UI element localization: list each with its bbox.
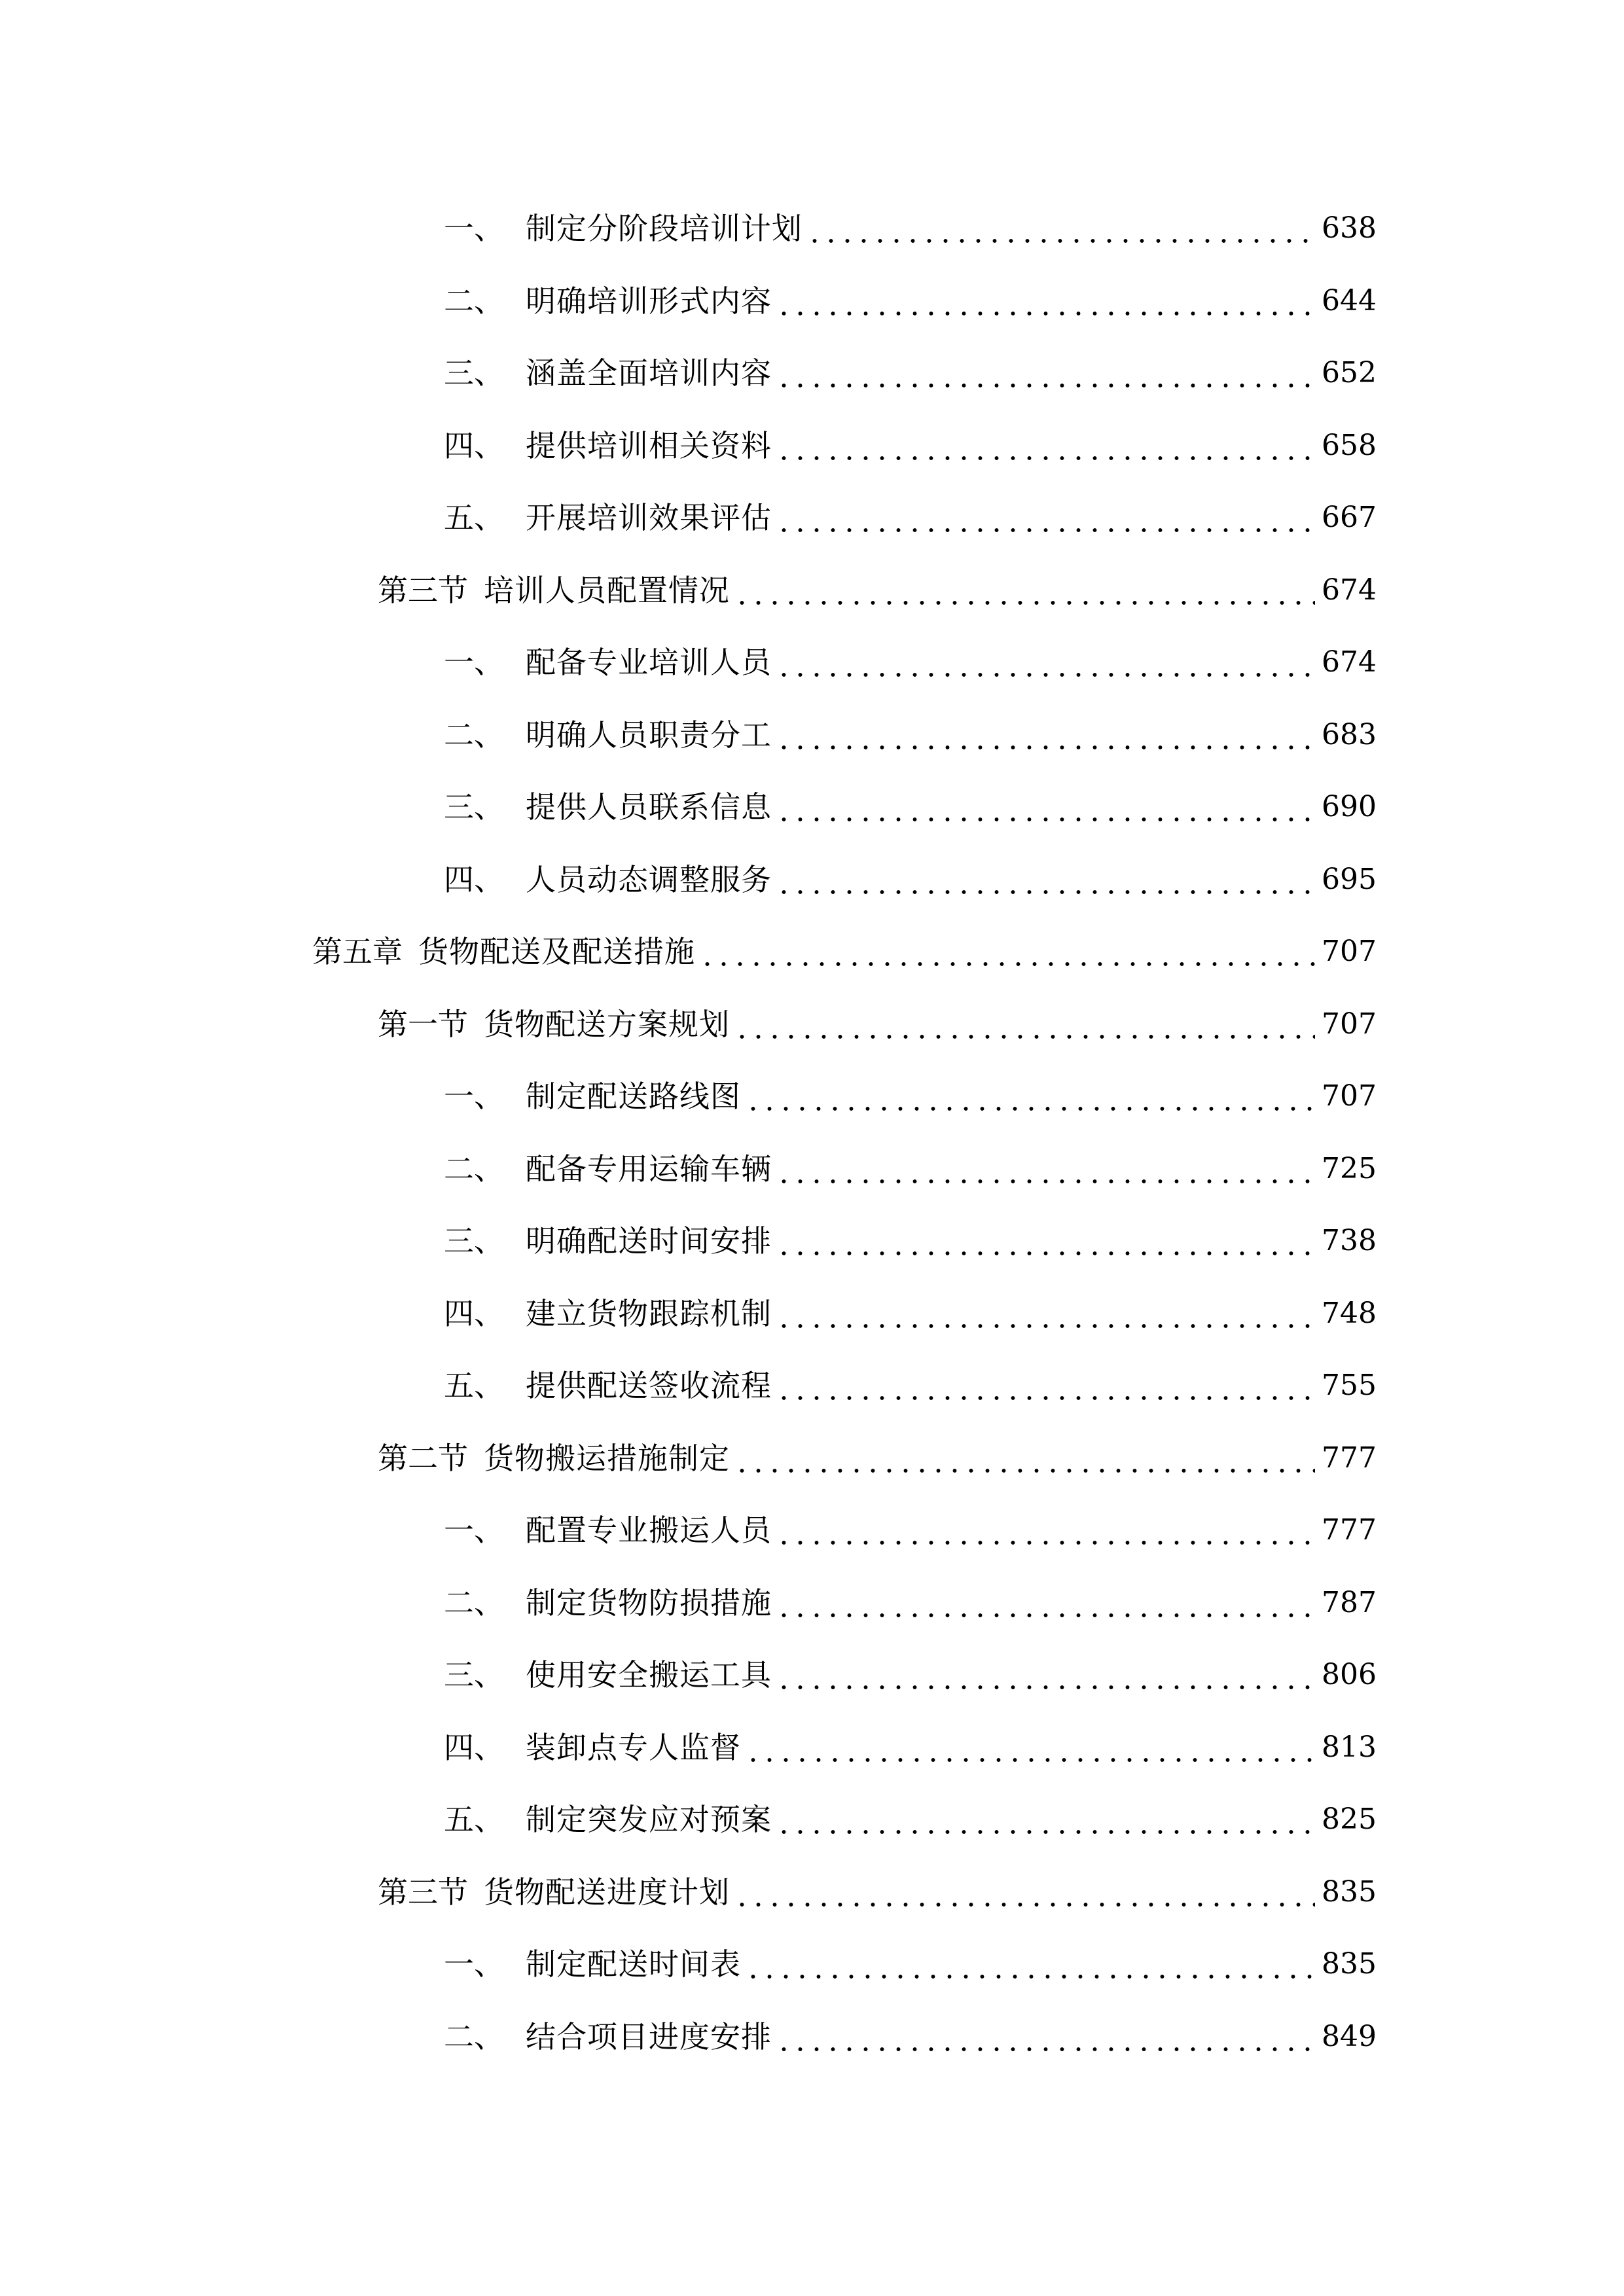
dot-leader [734, 1877, 1315, 1907]
toc-entry-title: 货物配送及配送措施 [418, 934, 695, 970]
toc-entry-number: 第一节 [378, 1006, 468, 1042]
dot-leader [776, 647, 1315, 677]
toc-entry-number: 二、 [444, 1151, 504, 1187]
toc-entry-number: 三、 [444, 1657, 504, 1693]
toc-entry[interactable] [0, 1494, 1624, 1567]
toc-entry[interactable] [0, 1784, 1624, 1856]
toc-entry-number: 四、 [444, 427, 504, 463]
toc-entry-title: 制定配送时间表 [526, 1946, 741, 1982]
toc-entry-title: 明确培训形式内容 [526, 283, 772, 319]
toc-entry[interactable] [0, 1278, 1624, 1350]
toc-entry-title: 货物配送进度计划 [484, 1874, 730, 1910]
toc-entry-number: 四、 [444, 1295, 504, 1331]
toc-entry-page: 683 [1322, 717, 1377, 751]
dot-leader [734, 575, 1315, 605]
toc-entry-page: 777 [1322, 1513, 1377, 1547]
toc-entry-page: 725 [1322, 1151, 1377, 1185]
toc-entry-page: 825 [1322, 1803, 1377, 1837]
toc-entry-number: 三、 [444, 789, 504, 825]
toc-entry-page: 652 [1322, 356, 1377, 390]
toc-entry-title: 开展培训效果评估 [526, 500, 772, 536]
dot-leader [745, 1732, 1315, 1763]
toc-entry[interactable] [0, 482, 1624, 554]
toc-entry-number: 一、 [444, 1079, 504, 1115]
dot-leader [776, 1226, 1315, 1256]
toc-entry-title: 配备专用运输车辆 [526, 1151, 772, 1187]
toc-entry-number: 五、 [444, 1368, 504, 1404]
toc-entry[interactable] [0, 192, 1624, 265]
toc-entry-page: 835 [1322, 1874, 1377, 1909]
toc-entry-number: 一、 [444, 211, 504, 247]
toc-entry-page: 835 [1322, 1947, 1377, 1981]
toc-entry-page: 813 [1322, 1730, 1377, 1764]
dot-leader [745, 1081, 1315, 1111]
dot-leader [776, 1299, 1315, 1329]
toc-entry-page: 755 [1322, 1369, 1377, 1403]
toc-entry-title: 提供培训相关资料 [526, 427, 772, 463]
dot-leader [734, 1009, 1315, 1039]
toc-entry-title: 提供配送签收流程 [526, 1368, 772, 1404]
toc-entry-title: 明确人员职责分工 [526, 717, 772, 753]
table-of-contents [0, 192, 1624, 2073]
toc-entry[interactable] [0, 1133, 1624, 1206]
dot-leader [776, 1660, 1315, 1690]
toc-entry[interactable] [0, 699, 1624, 772]
dot-leader [776, 2022, 1315, 2052]
toc-entry[interactable] [0, 1567, 1624, 1640]
toc-entry-number: 第五章 [312, 934, 403, 970]
dot-leader [776, 286, 1315, 316]
toc-entry-title: 涵盖全面培训内容 [526, 355, 772, 391]
toc-entry-title: 结合项目进度安排 [526, 2018, 772, 2054]
toc-entry[interactable] [0, 1060, 1624, 1133]
toc-entry-page: 707 [1322, 1079, 1377, 1113]
toc-entry-number: 四、 [444, 861, 504, 897]
toc-entry-page: 695 [1322, 862, 1377, 896]
toc-entry-title: 制定突发应对预案 [526, 1802, 772, 1838]
toc-entry-title: 制定配送路线图 [526, 1079, 741, 1115]
toc-entry-title: 货物配送方案规划 [484, 1006, 730, 1042]
dot-leader [745, 1949, 1315, 1979]
toc-entry-number: 第三节 [378, 1874, 468, 1910]
toc-entry-title: 提供人员联系信息 [526, 789, 772, 825]
toc-entry-page: 707 [1322, 1007, 1377, 1041]
dot-leader [776, 1588, 1315, 1618]
toc-entry[interactable] [0, 626, 1624, 699]
toc-entry-number: 二、 [444, 2018, 504, 2054]
toc-entry-number: 一、 [444, 645, 504, 681]
toc-entry-page: 777 [1322, 1441, 1377, 1475]
toc-entry-number: 一、 [444, 1946, 504, 1982]
toc-entry[interactable] [0, 771, 1624, 844]
dot-leader [776, 720, 1315, 750]
toc-entry-page: 787 [1322, 1585, 1377, 1619]
toc-entry-number: 第二节 [378, 1440, 468, 1476]
toc-entry-page: 644 [1322, 283, 1377, 317]
dot-leader [734, 1443, 1315, 1473]
dot-leader [776, 1804, 1315, 1835]
toc-entry[interactable] [0, 844, 1624, 916]
toc-entry-number: 二、 [444, 1585, 504, 1621]
dot-leader [699, 937, 1315, 967]
toc-entry[interactable] [0, 1205, 1624, 1278]
toc-section-entry[interactable] [0, 1422, 1624, 1495]
toc-entry-page: 674 [1322, 573, 1377, 607]
toc-entry-page: 707 [1322, 935, 1377, 969]
toc-entry-title: 培训人员配置情况 [484, 572, 730, 608]
toc-entry-number: 四、 [444, 1729, 504, 1765]
toc-entry-page: 748 [1322, 1296, 1377, 1330]
toc-entry[interactable] [0, 265, 1624, 338]
toc-entry-page: 658 [1322, 428, 1377, 462]
toc-entry-number: 三、 [444, 1223, 504, 1259]
toc-entry-page: 674 [1322, 645, 1377, 679]
toc-entry-number: 第三节 [378, 572, 468, 608]
toc-entry-page: 638 [1322, 211, 1377, 245]
toc-entry-page: 690 [1322, 790, 1377, 824]
toc-entry-page: 806 [1322, 1658, 1377, 1692]
toc-section-entry[interactable] [0, 988, 1624, 1061]
toc-entry-title: 人员动态调整服务 [526, 861, 772, 897]
toc-entry[interactable] [0, 337, 1624, 410]
toc-entry[interactable] [0, 2001, 1624, 2073]
dot-leader [776, 503, 1315, 533]
dot-leader [776, 358, 1315, 388]
toc-section-entry[interactable] [0, 554, 1624, 627]
dot-leader [776, 1515, 1315, 1545]
toc-entry[interactable] [0, 1350, 1624, 1422]
toc-entry-number: 一、 [444, 1513, 504, 1549]
toc-chapter-entry[interactable] [0, 916, 1624, 988]
toc-entry[interactable] [0, 1928, 1624, 2001]
dot-leader [776, 1371, 1315, 1401]
toc-entry-page: 849 [1322, 2019, 1377, 2053]
dot-leader [776, 792, 1315, 822]
dot-leader [806, 213, 1315, 243]
toc-entry[interactable] [0, 1712, 1624, 1784]
toc-entry-page: 738 [1322, 1224, 1377, 1258]
toc-entry-title: 配置专业搬运人员 [526, 1513, 772, 1549]
toc-section-entry[interactable] [0, 1856, 1624, 1929]
toc-entry-title: 使用安全搬运工具 [526, 1657, 772, 1693]
toc-entry-number: 二、 [444, 717, 504, 753]
dot-leader [776, 1154, 1315, 1184]
toc-entry-title: 制定货物防损措施 [526, 1585, 772, 1621]
toc-entry[interactable] [0, 410, 1624, 482]
toc-entry-page: 667 [1322, 501, 1377, 535]
toc-entry-title: 装卸点专人监督 [526, 1729, 741, 1765]
toc-entry-number: 五、 [444, 1802, 504, 1838]
toc-entry-title: 建立货物跟踪机制 [526, 1295, 772, 1331]
toc-entry-title: 货物搬运措施制定 [484, 1440, 730, 1476]
dot-leader [776, 431, 1315, 461]
toc-entry-number: 三、 [444, 355, 504, 391]
toc-entry-title: 明确配送时间安排 [526, 1223, 772, 1259]
toc-entry-title: 制定分阶段培训计划 [526, 211, 803, 247]
toc-entry[interactable] [0, 1639, 1624, 1712]
toc-entry-number: 五、 [444, 500, 504, 536]
toc-entry-number: 二、 [444, 283, 504, 319]
toc-entry-title: 配备专业培训人员 [526, 645, 772, 681]
dot-leader [776, 865, 1315, 895]
